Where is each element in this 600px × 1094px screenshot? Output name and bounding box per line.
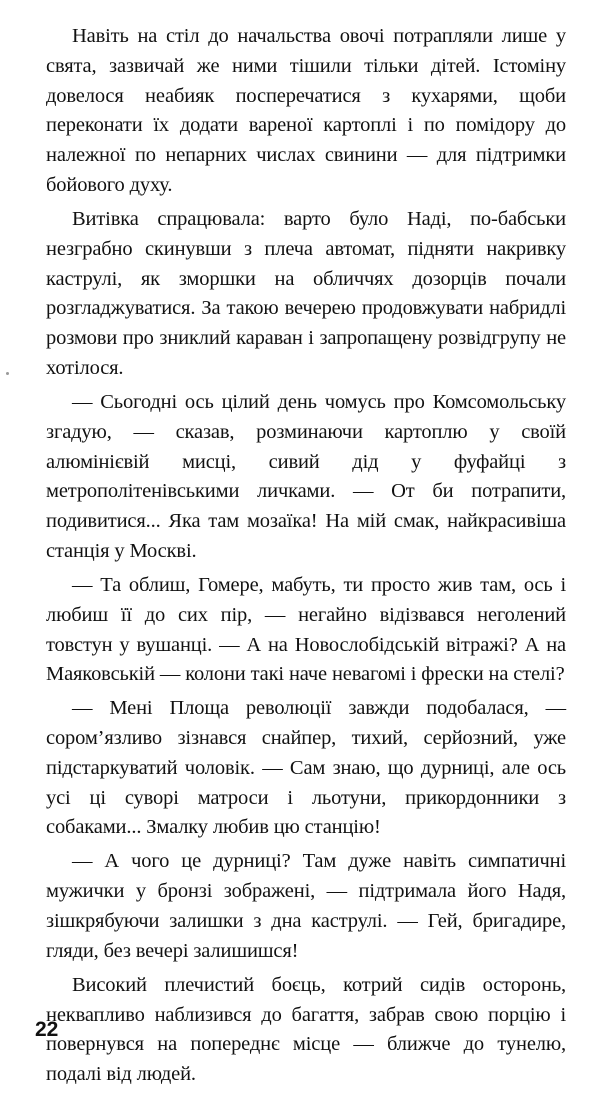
- paragraph-5: — Мені Площа революції завжди подобалася, — сором’язливо зізнався снайпер, тихий, серйозний, уже підстаркуватий чоловік. — Сам знаю, що дурниці, але ось усі ці суворі матроси і льотуни, прикордонники з собаками... Змалку любив цю станцію!: [46, 697, 566, 839]
- page-number: 22: [35, 1018, 59, 1041]
- scan-speck: [6, 372, 9, 375]
- body-text: [46, 22, 566, 1094]
- paragraph-7: Високий плечистий боєць, котрий сидів осторонь, неквапливо наблизився до багаття, забрав свою порцію і повернувся на попереднє місце — ближче до тунелю, подалі від людей.: [46, 973, 566, 1086]
- paragraph-4: — Та облиш, Гомере, мабуть, ти просто жив там, ось і любиш її до сих пір, — негайно відізвався неголений товстун у вушанці. — А на Новослобідській вітражі? А на Маяковській — колони такі наче невагомі і фрески на стелі?: [46, 573, 566, 686]
- paragraph-1: Навіть на стіл до начальства овочі потрапляли лише у свята, зазвичай же ними тішили тільки дітей. Істоміну довелося неабияк посперечатися з кухарями, щоби переконати їх додати вареної картоплі і по помідору до належної по непарних числах свинини — для підтримки бойового духу.: [46, 25, 566, 196]
- paragraph-6: — А чого це дурниці? Там дуже навіть симпатичні мужички у бронзі зображені, — підтримала його Надя, зішкрябуючи залишки з дна каструлі. — Гей, бригадире, гляди, без вечері залишишся!: [46, 850, 566, 962]
- paragraph-2: Витівка спрацювала: варто було Наді, по-бабськи незграбно скинувши з плеча автомат, підняти накривку каструлі, як зморшки на обличчях дозорців почали розгладжуватися. За такою вечерею продовжувати набридлі розмови про зниклий караван і запропащену розвідгрупу не хотілося.: [46, 207, 566, 379]
- paragraph-3: — Сьогодні ось цілий день чомусь про Комсомольську згадую, — сказав, розминаючи картоплю у своїй алюмінієвій мисці, сивий дід у фуфайці з метрополітенівськими личками. — От би потрапити, подивитися... Яка там мозаїка! На мій смак, найкрасивіша станція у Москві.: [46, 390, 566, 562]
